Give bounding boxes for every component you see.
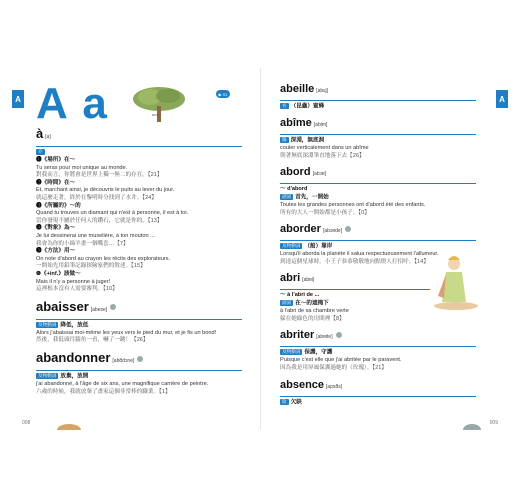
pos-badge: 及物動詞	[282, 243, 301, 249]
headword: abeille [abɛj]	[280, 83, 328, 95]
right-page	[260, 68, 508, 430]
headword: abri [abʀi]	[280, 272, 315, 285]
page-number-left: 008	[22, 420, 31, 426]
entry-abaisser: abaisser [abese] 及物動詞 降低，放低 Alors j'abaissai moi-même les yeux vers le pied du mur, et je fis un bond! 然後，我低頭往牆角一看，嚇了一跳！【26】	[36, 299, 242, 345]
bush-illustration	[462, 420, 482, 430]
pos-badge: 陽	[282, 137, 287, 143]
little-prince-illustration	[432, 252, 480, 310]
entry-abeille: abeille [abɛj] 名 （昆蟲）蜜蜂	[280, 82, 476, 111]
headword: abriter [abʀite]	[280, 328, 476, 345]
tree-caption: arbre	[152, 112, 162, 117]
sense: ❹《對象》為～ Je lui dessinerai une muselière, à ton mouton ... 我會為你的小綿羊畫一個嘴套…【7】	[36, 225, 155, 247]
left-column	[36, 79, 242, 401]
rock-illustration	[56, 420, 82, 430]
pos-badge: 陰	[282, 398, 287, 404]
headword: abaisser [abese]	[36, 299, 242, 318]
pos-badge: 副詞	[282, 300, 292, 306]
speaker-icon[interactable]	[110, 304, 116, 310]
entry-abandonner: abandonner [abɑ̃dɔne] 及物動詞 放棄，放開 j'ai abandonné, à l'âge de six ans, une magnifique carrière de peintre. 六歲的時候，我就放棄了畫家這個非常棒的職業。【1】	[36, 350, 242, 396]
sense: ❸《所屬的》～的 Quand tu trouves un diamant qui n'est à personne, il est à toi. 當你發現不屬於任何人的鑽石，它就是你的。【13】	[36, 202, 189, 224]
sense: ❶《場所》在～ Tu seras pour moi unique au monde. 對我而言，你將會是世界上獨一無二的存在。【21】	[36, 157, 163, 179]
entry-a	[36, 126, 242, 294]
headword: à [a]	[36, 126, 51, 141]
headword: abîme [abim]	[280, 117, 328, 130]
headword: absence [apsɑ̃s]	[280, 378, 343, 391]
speaker-icon[interactable]	[336, 332, 342, 338]
sense: ❷《時間》在～ Et, marchant ainsi, je découvris le puits au lever du jour. 就這麼走著，終於在黎明時分找到了水井。【24】	[36, 179, 175, 202]
headword: abandonner [abɑ̃dɔne]	[36, 350, 242, 369]
letter-tab-left[interactable]: A	[12, 90, 24, 108]
pos-badge: 及物動詞	[38, 321, 57, 327]
letter-tab-right[interactable]: A	[496, 90, 508, 108]
entry-abri: abri [abʀi] ～ à l'abri de ... 副詞 在～的遮掩下 à l'abri de sa chambre verte 躲在她綠色的房間裡【8】	[280, 271, 430, 323]
speaker-icon[interactable]	[137, 356, 143, 362]
left-page	[12, 68, 261, 430]
pos-badge: 及物動詞	[38, 373, 57, 379]
sense: ❺《方法》用～ On note d'abord au crayon les récits des explorateurs. 一開始先用鉛筆記錄探險家們的敘述。【15】	[36, 248, 171, 270]
entry-aborder: aborder [abɔʀde] 及物動詞 （船）靠岸 Lorsqu'il aborda la planète il salua respectueusement l'allumeur. 到達這個星球時，小王子恭恭敬敬地向點燈人打招呼。【14】	[280, 222, 476, 266]
entry-absence: absence [apsɑ̃s] 陰 欠缺	[280, 378, 476, 407]
audio-track-button[interactable]: ▶ 01	[216, 90, 230, 98]
entry-abord: abord [abɔʀ] ～ d'abord 副詞 首先，一開始 Toutes les grandes personnes ont d'abord été des enfants. 所有的大人一開始都是小孩子。【0】	[280, 165, 476, 217]
tree-illustration	[130, 86, 188, 124]
sense: ❻《+inf.》該做～ Mais il n'y a personne à juger! 這裡根本沒有人需要審判。【10】	[36, 270, 118, 293]
entry-abriter: abriter [abʀite] 及物動詞 保護，守護 Puisque c'est elle que j'ai abritée par le paravent. 因為我是用屏風保護過她的（玫瑰）。【21】	[280, 328, 476, 372]
pos-badge: 副詞	[282, 193, 292, 199]
headword: abord [abɔʀ]	[280, 166, 327, 179]
right-column	[280, 82, 476, 412]
section-letter: A a	[36, 79, 109, 128]
pos-badge: 及物動詞	[282, 349, 301, 355]
dictionary-spread	[12, 68, 508, 430]
page-number-right: 009	[489, 420, 498, 426]
entry-abime: abîme [abim] 陽 深淵，無底洞 couler verticalement dans un abîme 朝著無底深淵筆直地落下去【26】	[280, 116, 476, 160]
speaker-icon[interactable]	[345, 226, 351, 232]
headword: aborder [abɔʀde]	[280, 222, 476, 239]
pos-badge: 介	[38, 149, 43, 154]
pos-badge: 名	[282, 103, 287, 108]
